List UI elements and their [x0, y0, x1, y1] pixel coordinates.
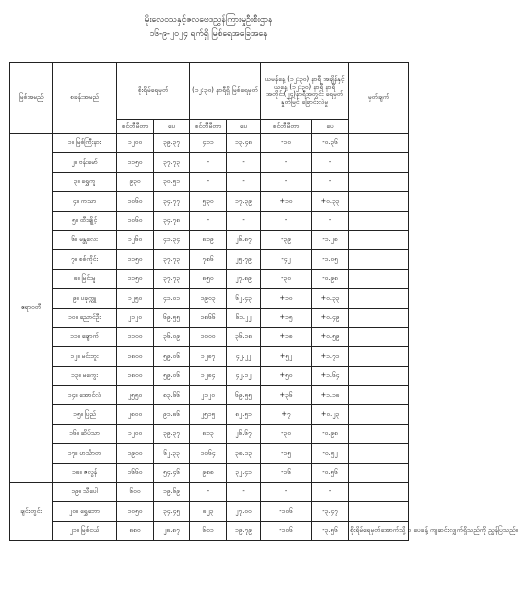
header-danger-level: စိုးရိမ်ရေမှတ် [117, 63, 190, 120]
water-level-ft: ၂၅.၇၉ [227, 250, 261, 269]
water-level-cm: ၈၅၀ [190, 269, 227, 288]
table-row [10, 289, 409, 308]
change-ft: +၀.၂၃ [312, 405, 349, 424]
station-name: ၃။ ရွှေကူ [53, 172, 117, 191]
danger-level-ft: ၁၉.၆၉ [154, 483, 190, 502]
table-row [10, 483, 409, 502]
danger-level-ft: ၅၉.၀၆ [154, 347, 190, 366]
change-ft: - [312, 483, 349, 502]
change-cm: - [261, 483, 312, 502]
water-level-cm: - [190, 172, 227, 191]
danger-level-cm: ၁၀၆၀ [117, 192, 154, 211]
water-level-ft: - [227, 483, 261, 502]
change-cm: - [261, 153, 312, 172]
table-row [10, 405, 409, 424]
water-level-cm: ၄၁၁ [190, 134, 227, 153]
remark-cell [349, 424, 409, 443]
danger-level-ft: ၆၂.၃၃ [154, 444, 190, 463]
danger-level-cm: ၁၂၀၀ [117, 424, 154, 443]
danger-level-cm: ၉၃၀ [117, 172, 154, 191]
change-cm: - [261, 211, 312, 230]
water-level-ft: - [227, 211, 261, 230]
danger-level-ft: ၃၇.၇၃ [154, 250, 190, 269]
danger-level-ft: ၃၇.၇၃ [154, 153, 190, 172]
remark-cell [349, 386, 409, 405]
danger-level-ft: ၅၉.၀၆ [154, 366, 190, 385]
water-level-ft: - [227, 172, 261, 191]
remark-cell [349, 308, 409, 327]
change-cm: +၁၀ [261, 192, 312, 211]
danger-level-cm: ၂၈၀၀ [117, 405, 154, 424]
remark-cell [349, 211, 409, 230]
unit-ft: ပေ [154, 120, 190, 134]
change-ft: - [312, 211, 349, 230]
change-cm: - [261, 172, 312, 191]
station-name: ၂၁။ မြစ်ငယ် [53, 521, 117, 540]
table-row [10, 424, 409, 443]
danger-level-cm: ၁၁၀၀ [117, 327, 154, 346]
station-name: ၁၄။ အောင်လံ [53, 386, 117, 405]
table-row [10, 327, 409, 346]
water-level-cm: ၁၂၈၇ [190, 347, 227, 366]
station-name: ၁၂။ မင်းဘူး [53, 347, 117, 366]
danger-level-cm: ၁၂၆၀ [117, 230, 154, 249]
danger-level-cm: ၁၁၅၀ [117, 250, 154, 269]
water-level-cm: ၁၀၆၄ [190, 444, 227, 463]
change-ft: +၀.၅၉ [312, 327, 349, 346]
header-24h-change: ယမန်နေ့ (၁၂:၃၀) နာရီ အချိန်နှင့် ယနေ့ (၁၂:၃၀) နာရီ နာရီအတိုင်း(၂၄)နာရီအတွင်း ရေမှတ်နှုတ်မြင် ခြောင်းလဲမှု [261, 63, 349, 120]
danger-level-cm: ၁၁၅၀ [117, 153, 154, 172]
water-level-ft: ၂၆.၆၇ [227, 424, 261, 443]
danger-level-ft: ၈၃.၆၆ [154, 386, 190, 405]
water-level-cm: ၆၀၁ [190, 521, 227, 540]
station-name: ၉။ ပခုက္ကူ [53, 289, 117, 308]
water-level-cm: ၂၅၁၅ [190, 405, 227, 424]
table-row [10, 230, 409, 249]
remark-cell [349, 366, 409, 385]
water-level-ft: ၃၂.၄၁ [227, 463, 261, 482]
table-row [10, 521, 409, 540]
danger-level-ft: ၃၉.၃၇ [154, 134, 190, 153]
change-cm: -၁၆ [261, 463, 312, 482]
danger-level-ft: ၄၁.၀၁ [154, 289, 190, 308]
water-level-ft: ၂၆.၈၇ [227, 230, 261, 249]
header-remark: မှတ်ချက် [349, 63, 409, 134]
station-name: ၁။ မြစ်ကြီးနား [53, 134, 117, 153]
change-ft: -၀.၅၆ [312, 463, 349, 482]
danger-level-cm: ၁၈၀၀ [117, 347, 154, 366]
unit-cm: စင်တီမီတာ [261, 120, 312, 134]
remark-cell [349, 269, 409, 288]
change-ft: -၁.၀၅ [312, 250, 349, 269]
remark-cell [349, 230, 409, 249]
change-cm: +၁၀ [261, 289, 312, 308]
station-name: ၁၀။ ညောင်ဦး [53, 308, 117, 327]
table-row [10, 347, 409, 366]
change-cm: +၃၆ [261, 386, 312, 405]
change-cm: -၃၉ [261, 230, 312, 249]
header-station: စခန်းအမည် [53, 63, 117, 134]
danger-level-cm: ၁၈၀၀ [117, 366, 154, 385]
change-cm: -၃၀ [261, 424, 312, 443]
table-row [10, 134, 409, 153]
danger-level-ft: ၆၉.၅၅ [154, 308, 190, 327]
danger-level-ft: ၉၁.၈၆ [154, 405, 190, 424]
danger-level-ft: ၃၄.၇၇ [154, 192, 190, 211]
danger-level-ft: ၂၈.၈၇ [154, 521, 190, 540]
change-cm: -၄၂ [261, 250, 312, 269]
water-level-cm: ၈၁၉ [190, 230, 227, 249]
water-level-cm: ၁၂၈၄ [190, 366, 227, 385]
remark-cell [349, 250, 409, 269]
remark-cell [349, 134, 409, 153]
station-name: ၁၉။ သီပေါ [53, 483, 117, 502]
table-row [10, 192, 409, 211]
change-ft: - [312, 153, 349, 172]
change-ft: -၀.၃၆ [312, 134, 349, 153]
station-name: ၁၁။ ချောက် [53, 327, 117, 346]
station-name: ၁၆။ ဆိပ်သာ [53, 424, 117, 443]
danger-level-cm: ၁၂၀၀ [117, 134, 154, 153]
table-row [10, 153, 409, 172]
water-level-cm: ၉၈၈ [190, 463, 227, 482]
table-row [10, 172, 409, 191]
water-level-cm: ၅၃၀ [190, 192, 227, 211]
change-ft: -၃.၄၇ [312, 502, 349, 521]
water-level-ft: ၆၂.၄၃ [227, 289, 261, 308]
table-row [10, 211, 409, 230]
table-row [10, 250, 409, 269]
water-level-ft: ၃၆.၁၈ [227, 327, 261, 346]
unit-ft: ပေ [312, 120, 349, 134]
change-cm: -၁၀၆ [261, 502, 312, 521]
change-ft: +၁.၆၄ [312, 366, 349, 385]
danger-level-ft: ၃၄.၄၅ [154, 502, 190, 521]
table-row [10, 502, 409, 521]
danger-level-ft: ၃၇.၇၃ [154, 269, 190, 288]
danger-level-cm: ၂၁၂၀ [117, 308, 154, 327]
table-row [10, 444, 409, 463]
station-name: ၁၃။ မကွေး [53, 366, 117, 385]
remark-cell [349, 444, 409, 463]
station-name: ၇။ စစ်ကိုင်း [53, 250, 117, 269]
change-cm: +၇ [261, 405, 312, 424]
water-level-table [9, 62, 518, 541]
danger-level-ft: ၃၉.၃၇ [154, 424, 190, 443]
water-level-ft: ၆၁.၂၂ [227, 308, 261, 327]
change-ft: +၀.၄၉ [312, 308, 349, 327]
report-title: မိုးလေဝသနှင့်ဇလဗေဒညွှန်ကြားမှုဦးစီးဌာန [144, 15, 273, 25]
water-level-cm: ၁၈၆၆ [190, 308, 227, 327]
station-name: ၂။ ဗန်းမော် [53, 153, 117, 172]
station-name: ၂၀။ ရွှေဘော [53, 502, 117, 521]
water-level-ft: ၆၉.၅၅ [227, 386, 261, 405]
header-river: မြစ်အမည် [10, 63, 53, 134]
water-level-ft: ၁၉.၇၉ [227, 521, 261, 540]
table-row [10, 269, 409, 288]
table-row [10, 366, 409, 385]
remark-cell [349, 502, 409, 521]
water-level-ft: ၁၇.၃၉ [227, 192, 261, 211]
remark-cell: စိုးရိမ်ရေမှတ်အောက်သို့ ၁ ပေခန့် ကျဆင်းလျှက်ရှိသည်ကို ညွှန်ပြသည်။ [349, 521, 409, 540]
station-name: ၄။ ကသာ [53, 192, 117, 211]
danger-level-ft: ၃၄.၇၈ [154, 211, 190, 230]
danger-level-ft: ၅၄.၄၆ [154, 463, 190, 482]
remark-cell [349, 347, 409, 366]
table-row [10, 308, 409, 327]
unit-cm: စင်တီမီတာ [117, 120, 154, 134]
station-name: ၅။ ထီးချိုင့် [53, 211, 117, 230]
water-level-cm: ၇၈၆ [190, 250, 227, 269]
water-level-cm: ၈၁၃ [190, 424, 227, 443]
remark-cell [349, 192, 409, 211]
station-name: ၁၈။ ဇလွန် [53, 463, 117, 482]
change-ft: -၀.၅၂ [312, 444, 349, 463]
change-ft: +၀.၃၃ [312, 289, 349, 308]
remark-cell [349, 463, 409, 482]
remark-cell [349, 153, 409, 172]
change-cm: -၃၀ [261, 269, 312, 288]
change-ft: -၀.၉၈ [312, 424, 349, 443]
danger-level-cm: ၁၆၆၀ [117, 463, 154, 482]
danger-level-cm: ၁၁၅၀ [117, 269, 154, 288]
water-level-cm: ၁၀၀၀ [190, 327, 227, 346]
water-level-ft: ၃၈.၁၃ [227, 444, 261, 463]
remark-cell [349, 483, 409, 502]
change-cm: +၁၅ [261, 308, 312, 327]
water-level-ft: ၄၂.၁၂ [227, 366, 261, 385]
change-cm: +၅၀ [261, 366, 312, 385]
remark-cell [349, 327, 409, 346]
water-level-cm: ၈၂၃ [190, 502, 227, 521]
remark-cell [349, 289, 409, 308]
change-ft: +၀.၃၃ [312, 192, 349, 211]
change-cm: -၁၅ [261, 444, 312, 463]
station-name: ၆။ မန္တလေး [53, 230, 117, 249]
danger-level-cm: ၆၀၀ [117, 483, 154, 502]
change-ft: - [312, 172, 349, 191]
water-level-ft: ၂၇.၀၀ [227, 502, 261, 521]
station-name: ၁၇။ ဟင်္သာတ [53, 444, 117, 463]
table-row [10, 386, 409, 405]
danger-level-cm: ၁၀၆၀ [117, 211, 154, 230]
change-ft: -၀.၉၈ [312, 269, 349, 288]
station-name: ၈။ မြင်းမူ [53, 269, 117, 288]
unit-ft: ပေ [227, 120, 261, 134]
water-level-ft: ၈၂.၅၁ [227, 405, 261, 424]
water-level-ft: - [227, 153, 261, 172]
water-level-ft: ၂၇.၈၉ [227, 269, 261, 288]
report-subtitle: ၁၆-၉-၂၀၂၄ ရက်ရှိ မြစ်ရေအခြေအနေ [149, 29, 268, 39]
danger-level-ft: ၃၆.၀၉ [154, 327, 190, 346]
danger-level-cm: ၂၅၅၀ [117, 386, 154, 405]
water-level-cm: - [190, 483, 227, 502]
danger-level-cm: ၈၈၀ [117, 521, 154, 540]
danger-level-cm: ၁၂၅၀ [117, 289, 154, 308]
change-cm: +၅၂ [261, 347, 312, 366]
water-level-cm: - [190, 153, 227, 172]
remark-cell [349, 405, 409, 424]
danger-level-cm: ၁၉၀၀ [117, 444, 154, 463]
table-row [10, 463, 409, 482]
water-level-cm: ၂၁၂၀ [190, 386, 227, 405]
change-ft: -၁.၂၈ [312, 230, 349, 249]
change-ft: +၁.၁၈ [312, 386, 349, 405]
header-water-level: (၁၂:၃၀) နာရီရှိ မြစ်ရေမှတ် [190, 63, 261, 120]
river-name: ချင်းတွင်း [10, 483, 53, 541]
unit-cm: စင်တီမီတာ [190, 120, 227, 134]
danger-level-ft: ၄၁.၃၄ [154, 230, 190, 249]
change-ft: +၁.၇၁ [312, 347, 349, 366]
water-level-ft: ၄၂.၂၂ [227, 347, 261, 366]
change-ft: -၃.၅၆ [312, 521, 349, 540]
station-name: ၁၅။ ပြည် [53, 405, 117, 424]
river-name: ဧရာဝတီ [10, 134, 53, 483]
danger-level-ft: ၃၀.၅၁ [154, 172, 190, 191]
danger-level-cm: ၁၀၅၀ [117, 502, 154, 521]
water-level-cm: ၁၉၀၃ [190, 289, 227, 308]
water-level-ft: ၁၃.၄၈ [227, 134, 261, 153]
water-level-cm: - [190, 211, 227, 230]
change-cm: +၁၈ [261, 327, 312, 346]
remark-cell [349, 172, 409, 191]
change-cm: -၁၀ [261, 134, 312, 153]
change-cm: -၁၀၆ [261, 521, 312, 540]
